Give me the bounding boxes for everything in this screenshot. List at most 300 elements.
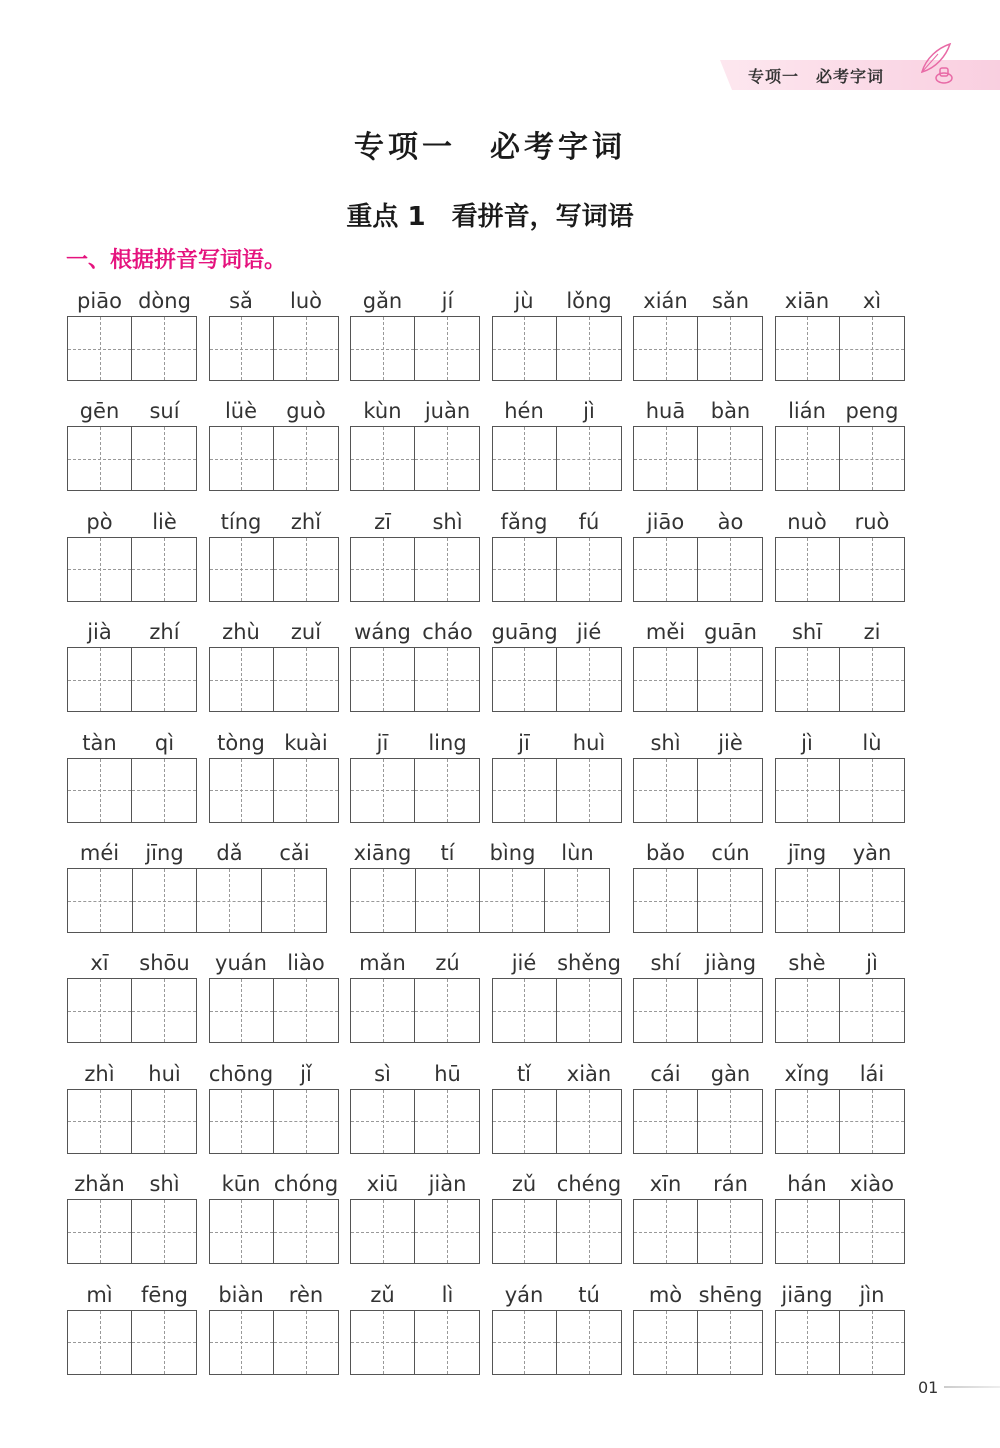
character-box[interactable] — [776, 317, 840, 380]
character-box[interactable] — [262, 869, 327, 932]
character-box[interactable] — [776, 869, 840, 932]
writing-boxes — [775, 978, 905, 1043]
pinyin-row — [492, 728, 622, 758]
writing-boxes — [350, 316, 480, 381]
word-item — [633, 617, 763, 712]
pinyin-row — [209, 1059, 339, 1089]
character-box[interactable] — [698, 1311, 762, 1374]
writing-boxes — [67, 316, 197, 381]
pinyin-syllable: fēng — [141, 1282, 188, 1307]
character-box[interactable] — [351, 1311, 415, 1374]
character-box[interactable] — [557, 648, 621, 711]
character-box[interactable] — [493, 427, 557, 490]
character-box[interactable] — [493, 648, 557, 711]
character-box[interactable] — [415, 427, 479, 490]
character-box[interactable] — [557, 979, 621, 1042]
word-item — [67, 507, 197, 602]
pinyin-syllable: ling — [428, 730, 467, 755]
character-box[interactable] — [351, 759, 415, 822]
character-box[interactable] — [351, 427, 415, 490]
writing-boxes — [350, 426, 480, 491]
pinyin-row — [775, 728, 905, 758]
character-box[interactable] — [698, 759, 762, 822]
character-box[interactable] — [634, 538, 698, 601]
word-item — [350, 507, 480, 602]
character-box[interactable] — [274, 538, 338, 601]
pinyin-syllable: guò — [286, 399, 326, 424]
character-box[interactable] — [698, 317, 762, 380]
word-item — [633, 396, 763, 491]
pinyin-syllable: jié — [576, 620, 602, 645]
writing-boxes — [209, 647, 339, 712]
pinyin-row — [492, 1059, 622, 1089]
pinyin-syllable: jià — [87, 620, 112, 645]
character-box[interactable] — [210, 427, 274, 490]
writing-boxes — [67, 1199, 197, 1264]
word-item — [67, 728, 197, 823]
character-box[interactable] — [274, 1311, 338, 1374]
character-box[interactable] — [68, 648, 132, 711]
character-box[interactable] — [68, 1200, 132, 1263]
pinyin-row — [492, 286, 622, 316]
character-box[interactable] — [493, 317, 557, 380]
character-box[interactable] — [132, 427, 196, 490]
writing-boxes — [209, 537, 339, 602]
page-number-rule — [944, 1386, 1000, 1388]
pinyin-row — [492, 948, 622, 978]
pinyin-syllable: cái — [650, 1061, 681, 1086]
character-box[interactable] — [493, 1311, 557, 1374]
character-box[interactable] — [493, 1200, 557, 1263]
pinyin-syllable: kuài — [284, 730, 328, 755]
character-box[interactable] — [68, 979, 132, 1042]
character-box[interactable] — [132, 759, 196, 822]
pinyin-syllable: ruò — [854, 509, 890, 534]
pinyin-syllable: jǐ — [300, 1061, 312, 1086]
pinyin-syllable: jié — [511, 951, 537, 976]
character-box[interactable] — [840, 538, 904, 601]
pinyin-syllable: lù — [862, 730, 882, 755]
character-box[interactable] — [415, 317, 479, 380]
word-item — [492, 507, 622, 602]
pinyin-syllable: rán — [713, 1172, 748, 1197]
pinyin-syllable: peng — [845, 399, 899, 424]
pinyin-syllable: jiāo — [646, 509, 685, 534]
writing-boxes — [492, 1199, 622, 1264]
writing-boxes — [775, 868, 905, 933]
word-item — [775, 286, 905, 381]
pinyin-syllable: guāng — [491, 620, 558, 645]
character-box[interactable] — [493, 759, 557, 822]
writing-boxes — [350, 758, 480, 823]
pinyin-row — [350, 1059, 480, 1089]
pinyin-row — [209, 1280, 339, 1310]
word-item — [209, 1059, 339, 1154]
word-item — [775, 507, 905, 602]
character-box[interactable] — [415, 1200, 479, 1263]
character-box[interactable] — [698, 869, 762, 932]
pinyin-syllable: jiàn — [428, 1172, 467, 1197]
writing-boxes — [775, 1089, 905, 1154]
character-box[interactable] — [634, 759, 698, 822]
pinyin-row — [775, 948, 905, 978]
word-item — [209, 1169, 339, 1264]
pinyin-syllable: nuò — [787, 509, 827, 534]
pinyin-row — [209, 507, 339, 537]
pinyin-syllable: yán — [504, 1282, 544, 1307]
pinyin-syllable: cǎi — [279, 841, 310, 865]
pinyin-row — [67, 838, 327, 868]
pinyin-row — [633, 1169, 763, 1199]
word-item — [67, 1059, 197, 1154]
pinyin-syllable: cún — [711, 841, 750, 865]
pinyin-row — [209, 396, 339, 426]
character-box[interactable] — [415, 1090, 479, 1153]
pinyin-syllable: zú — [435, 951, 460, 976]
pinyin-row — [350, 286, 480, 316]
character-box[interactable] — [132, 317, 196, 380]
pinyin-syllable: shì — [149, 1172, 180, 1197]
character-box[interactable] — [197, 869, 262, 932]
writing-boxes — [633, 1089, 763, 1154]
character-box[interactable] — [634, 979, 698, 1042]
pinyin-row — [775, 286, 905, 316]
pinyin-syllable: wáng — [354, 620, 411, 645]
writing-boxes — [209, 426, 339, 491]
pinyin-syllable: zhǐ — [290, 509, 322, 534]
character-box[interactable] — [351, 979, 415, 1042]
character-box[interactable] — [698, 538, 762, 601]
word-item — [67, 286, 197, 381]
exercise-instruction: 一、根据拼音写词语。 — [66, 248, 287, 273]
character-box[interactable] — [840, 869, 904, 932]
pinyin-syllable: zhù — [222, 620, 260, 645]
character-box[interactable] — [351, 1090, 415, 1153]
character-box[interactable] — [274, 1200, 338, 1263]
pinyin-row — [209, 948, 339, 978]
pinyin-syllable: gēn — [79, 399, 120, 424]
writing-boxes — [67, 1310, 197, 1375]
pinyin-syllable: měi — [645, 620, 686, 645]
pinyin-syllable: huì — [148, 1061, 181, 1086]
writing-boxes — [67, 758, 197, 823]
character-box[interactable] — [557, 317, 621, 380]
pinyin-row — [67, 286, 197, 316]
character-box[interactable] — [415, 1311, 479, 1374]
character-box[interactable] — [132, 1200, 196, 1263]
word-item — [492, 1169, 622, 1264]
character-box[interactable] — [776, 979, 840, 1042]
pinyin-row — [350, 1280, 480, 1310]
pinyin-row — [775, 1280, 905, 1310]
word-item — [492, 1280, 622, 1375]
character-box[interactable] — [210, 1311, 274, 1374]
character-box[interactable] — [698, 648, 762, 711]
character-box[interactable] — [776, 1311, 840, 1374]
character-box[interactable] — [68, 317, 132, 380]
writing-boxes — [209, 1310, 339, 1375]
pinyin-row — [67, 507, 197, 537]
character-box[interactable] — [776, 759, 840, 822]
word-item — [350, 396, 480, 491]
header-label: 专项一 必考字词 — [748, 67, 885, 86]
character-box[interactable] — [557, 1200, 621, 1263]
pinyin-syllable: luò — [290, 289, 322, 313]
pinyin-syllable: yàn — [852, 841, 892, 865]
character-box[interactable] — [210, 759, 274, 822]
word-item — [492, 396, 622, 491]
pinyin-row — [209, 286, 339, 316]
character-box[interactable] — [776, 427, 840, 490]
character-box[interactable] — [557, 538, 621, 601]
pinyin-syllable: jí — [441, 289, 454, 313]
word-item — [209, 1280, 339, 1375]
writing-boxes — [775, 1310, 905, 1375]
character-box[interactable] — [210, 648, 274, 711]
writing-boxes — [633, 1310, 763, 1375]
character-box[interactable] — [351, 648, 415, 711]
character-box[interactable] — [776, 1200, 840, 1263]
pinyin-row — [633, 617, 763, 647]
character-box[interactable] — [351, 1200, 415, 1263]
character-box[interactable] — [840, 648, 904, 711]
character-box[interactable] — [634, 1311, 698, 1374]
character-box[interactable] — [351, 317, 415, 380]
word-item — [492, 948, 622, 1043]
character-box[interactable] — [840, 427, 904, 490]
writing-boxes — [633, 758, 763, 823]
pinyin-row — [492, 396, 622, 426]
writing-boxes — [350, 647, 480, 712]
pinyin-row — [633, 1280, 763, 1310]
character-box[interactable] — [698, 427, 762, 490]
word-item — [633, 1280, 763, 1375]
character-box[interactable] — [493, 538, 557, 601]
word-item — [67, 1280, 197, 1375]
character-box[interactable] — [557, 1090, 621, 1153]
pinyin-row — [350, 838, 610, 868]
pinyin-syllable: jīng — [145, 841, 184, 865]
writing-boxes — [492, 316, 622, 381]
pinyin-syllable: tú — [578, 1282, 600, 1307]
writing-boxes — [67, 978, 197, 1043]
pinyin-row — [633, 286, 763, 316]
pinyin-syllable: jìn — [859, 1282, 885, 1307]
pinyin-row — [633, 948, 763, 978]
character-box[interactable] — [210, 538, 274, 601]
pinyin-row — [633, 838, 763, 868]
pinyin-syllable: rèn — [288, 1282, 324, 1307]
writing-boxes — [492, 978, 622, 1043]
character-box[interactable] — [274, 317, 338, 380]
word-item — [633, 286, 763, 381]
pinyin-syllable: kùn — [363, 399, 402, 424]
character-box[interactable] — [351, 869, 416, 932]
character-box[interactable] — [415, 538, 479, 601]
character-box[interactable] — [634, 427, 698, 490]
character-box[interactable] — [545, 869, 610, 932]
pinyin-syllable: jì — [866, 951, 878, 976]
writing-boxes — [67, 647, 197, 712]
character-box[interactable] — [493, 1090, 557, 1153]
pinyin-syllable: zǔ — [511, 1172, 537, 1197]
writing-boxes — [492, 647, 622, 712]
pinyin-syllable: jīng — [787, 841, 827, 865]
character-box[interactable] — [68, 1311, 132, 1374]
pinyin-row — [350, 728, 480, 758]
character-box[interactable] — [68, 869, 133, 932]
character-box[interactable] — [634, 1200, 698, 1263]
character-box[interactable] — [493, 979, 557, 1042]
character-box[interactable] — [132, 1311, 196, 1374]
pinyin-syllable: suí — [149, 399, 180, 424]
pinyin-row — [775, 1169, 905, 1199]
pinyin-syllable: zhí — [149, 620, 180, 645]
character-box[interactable] — [634, 317, 698, 380]
character-box[interactable] — [68, 538, 132, 601]
pinyin-syllable: kūn — [221, 1172, 261, 1197]
character-box[interactable] — [274, 427, 338, 490]
writing-boxes — [67, 537, 197, 602]
character-box[interactable] — [698, 979, 762, 1042]
character-box[interactable] — [132, 538, 196, 601]
pinyin-syllable: tí — [440, 841, 455, 865]
word-item — [350, 1169, 480, 1264]
pinyin-syllable: yuán — [215, 951, 267, 976]
pinyin-syllable: jù — [514, 289, 534, 313]
character-box[interactable] — [210, 317, 274, 380]
writing-boxes — [350, 1310, 480, 1375]
character-box[interactable] — [274, 759, 338, 822]
word-item — [633, 728, 763, 823]
pinyin-syllable: bìng — [489, 841, 536, 865]
writing-boxes — [350, 1199, 480, 1264]
writing-boxes — [633, 647, 763, 712]
character-box[interactable] — [557, 427, 621, 490]
word-item — [775, 1059, 905, 1154]
pinyin-syllable: mò — [648, 1282, 683, 1307]
pinyin-syllable: juàn — [424, 399, 471, 424]
character-box[interactable] — [210, 1200, 274, 1263]
word-item — [350, 286, 480, 381]
character-box[interactable] — [840, 1090, 904, 1153]
character-box[interactable] — [274, 979, 338, 1042]
character-box[interactable] — [840, 759, 904, 822]
character-box[interactable] — [840, 1200, 904, 1263]
character-box[interactable] — [557, 759, 621, 822]
character-box[interactable] — [634, 869, 698, 932]
word-item — [633, 948, 763, 1043]
character-box[interactable] — [210, 1090, 274, 1153]
character-box[interactable] — [557, 1311, 621, 1374]
pinyin-row — [67, 617, 197, 647]
word-item — [350, 1280, 480, 1375]
pinyin-syllable: sì — [374, 1061, 391, 1086]
pinyin-syllable: méi — [79, 841, 120, 865]
pinyin-syllable: shī — [791, 620, 823, 645]
word-item — [350, 838, 610, 933]
character-box[interactable] — [634, 1090, 698, 1153]
character-box[interactable] — [68, 427, 132, 490]
writing-boxes — [350, 978, 480, 1043]
pinyin-syllable: jiè — [718, 730, 743, 755]
character-box[interactable] — [133, 869, 198, 932]
pinyin-syllable: shōu — [139, 951, 190, 976]
pinyin-row — [492, 1280, 622, 1310]
writing-boxes — [492, 1089, 622, 1154]
word-item — [775, 617, 905, 712]
character-box[interactable] — [416, 869, 481, 932]
character-box[interactable] — [415, 648, 479, 711]
character-box[interactable] — [698, 1090, 762, 1153]
character-box[interactable] — [68, 759, 132, 822]
pinyin-syllable: shè — [788, 951, 826, 976]
writing-boxes — [633, 1199, 763, 1264]
character-box[interactable] — [776, 1090, 840, 1153]
pinyin-syllable: fǎng — [500, 509, 548, 534]
pinyin-syllable: mǎn — [359, 951, 406, 976]
pinyin-row — [775, 1059, 905, 1089]
word-item — [775, 396, 905, 491]
word-item — [775, 948, 905, 1043]
character-box[interactable] — [274, 648, 338, 711]
writing-boxes — [350, 1089, 480, 1154]
character-box[interactable] — [132, 648, 196, 711]
pinyin-row — [492, 1169, 622, 1199]
pinyin-syllable: fú — [578, 509, 600, 534]
character-box[interactable] — [698, 1200, 762, 1263]
pinyin-syllable: xián — [643, 289, 688, 313]
pinyin-syllable: liè — [152, 509, 177, 534]
character-box[interactable] — [634, 648, 698, 711]
character-box[interactable] — [415, 979, 479, 1042]
pinyin-row — [633, 1059, 763, 1089]
character-box[interactable] — [776, 648, 840, 711]
pinyin-syllable: dòng — [138, 289, 191, 313]
pinyin-syllable: zi — [863, 620, 881, 645]
character-box[interactable] — [210, 979, 274, 1042]
character-box[interactable] — [840, 1311, 904, 1374]
pinyin-syllable: shì — [650, 730, 681, 755]
pinyin-syllable: xiū — [366, 1172, 399, 1197]
character-box[interactable] — [68, 1090, 132, 1153]
writing-boxes — [492, 1310, 622, 1375]
character-box[interactable] — [480, 869, 545, 932]
pinyin-syllable: hán — [787, 1172, 827, 1197]
character-box[interactable] — [132, 1090, 196, 1153]
character-box[interactable] — [351, 538, 415, 601]
word-item — [775, 728, 905, 823]
pinyin-syllable: jī — [518, 730, 530, 755]
character-box[interactable] — [132, 979, 196, 1042]
character-box[interactable] — [840, 979, 904, 1042]
page-title: 专项一 必考字词 — [354, 130, 626, 165]
pinyin-row — [775, 838, 905, 868]
character-box[interactable] — [415, 759, 479, 822]
character-box[interactable] — [274, 1090, 338, 1153]
character-box[interactable] — [840, 317, 904, 380]
word-item — [67, 617, 197, 712]
pinyin-syllable: tòng — [217, 730, 265, 755]
writing-boxes — [67, 868, 327, 933]
word-item — [633, 1059, 763, 1154]
pinyin-row — [492, 617, 622, 647]
word-item — [492, 728, 622, 823]
pinyin-syllable: xī — [90, 951, 109, 976]
character-box[interactable] — [776, 538, 840, 601]
word-item — [633, 1169, 763, 1264]
pinyin-syllable: bàn — [710, 399, 751, 424]
